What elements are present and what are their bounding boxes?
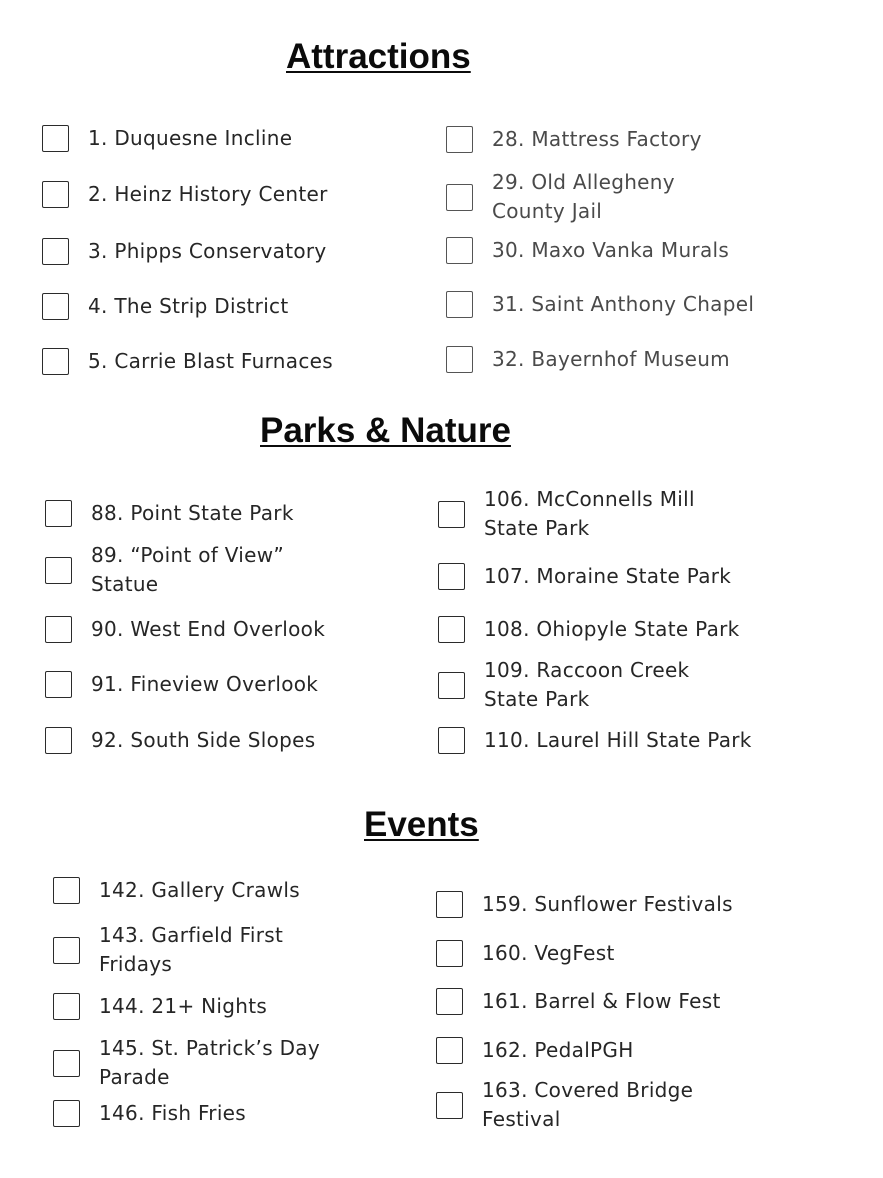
checklist-item-pedalpgh[interactable] (436, 1036, 782, 1065)
checklist-item-laurel-hill-state-park[interactable] (438, 726, 784, 755)
checklist-item-fish-fries[interactable] (53, 1099, 399, 1128)
checklist-item-bayernhof-museum[interactable] (446, 345, 782, 374)
item-label: 30. Maxo Vanka Murals (492, 238, 730, 262)
checklist-item-phipps-conservatory[interactable] (42, 237, 388, 266)
item-label: 4. The Strip District (88, 294, 289, 318)
checklist-item-duquesne-incline[interactable] (42, 124, 388, 153)
item-label: 109. Raccoon Creek State Park (484, 658, 690, 711)
item-label: 32. Bayernhof Museum (492, 347, 730, 371)
item-label: 92. South Side Slopes (91, 728, 316, 752)
checkbox[interactable] (446, 291, 473, 318)
checklist-item-heinz-history-center[interactable] (42, 180, 388, 209)
checkbox[interactable] (45, 727, 72, 754)
checkbox[interactable] (436, 1037, 463, 1064)
item-label: 88. Point State Park (91, 501, 294, 525)
checkbox[interactable] (446, 346, 473, 373)
checkbox[interactable] (446, 184, 473, 211)
checklist-item-raccoon-creek-state-park[interactable] (438, 656, 734, 714)
item-label: 143. Garfield First Fridays (99, 923, 284, 976)
checkbox[interactable] (446, 237, 473, 264)
item-label: 161. Barrel & Flow Fest (482, 989, 721, 1013)
item-label: 163. Covered Bridge Festival (482, 1078, 694, 1131)
checklist-item-point-state-park[interactable] (45, 499, 391, 528)
item-label: 90. West End Overlook (91, 617, 326, 641)
checklist-item-south-side-slopes[interactable] (45, 726, 391, 755)
checkbox[interactable] (45, 557, 72, 584)
item-label: 28. Mattress Factory (492, 127, 702, 151)
checklist-item-old-allegheny-county-jail[interactable] (446, 168, 727, 226)
checkbox[interactable] (53, 937, 80, 964)
checkbox[interactable] (45, 671, 72, 698)
checklist-item-barrel-flow-fest[interactable] (436, 987, 782, 1016)
checkbox[interactable] (438, 501, 465, 528)
item-label: 31. Saint Anthony Chapel (492, 292, 755, 316)
checklist-item-west-end-overlook[interactable] (45, 615, 391, 644)
checkbox[interactable] (446, 126, 473, 153)
checkbox[interactable] (42, 293, 69, 320)
checklist-item-st-patricks-day-parade[interactable] (53, 1034, 339, 1092)
item-label: 144. 21+ Nights (99, 994, 268, 1018)
checklist-item-fineview-overlook[interactable] (45, 670, 391, 699)
checklist-item-mattress-factory[interactable] (446, 125, 782, 154)
section-title-parks-nature: Parks & Nature (260, 411, 511, 450)
item-label: 89. “Point of View” Statue (91, 543, 285, 596)
item-label: 162. PedalPGH (482, 1038, 634, 1062)
item-label: 106. McConnells Mill State Park (484, 487, 695, 540)
checkbox[interactable] (42, 181, 69, 208)
checklist-item-strip-district[interactable] (42, 292, 388, 321)
checkbox[interactable] (438, 727, 465, 754)
checklist-item-vegfest[interactable] (436, 939, 782, 968)
checklist-item-21-plus-nights[interactable] (53, 992, 399, 1021)
checkbox[interactable] (53, 1050, 80, 1077)
checkbox[interactable] (438, 616, 465, 643)
item-label: 91. Fineview Overlook (91, 672, 319, 696)
item-label: 2. Heinz History Center (88, 182, 328, 206)
checklist-item-garfield-first-fridays[interactable] (53, 921, 314, 979)
checkbox[interactable] (42, 238, 69, 265)
checkbox[interactable] (438, 563, 465, 590)
item-label: 142. Gallery Crawls (99, 878, 300, 902)
item-label: 110. Laurel Hill State Park (484, 728, 752, 752)
checklist-item-carrie-blast-furnaces[interactable] (42, 347, 388, 376)
item-label: 108. Ohiopyle State Park (484, 617, 740, 641)
checkbox[interactable] (436, 940, 463, 967)
checkbox[interactable] (53, 877, 80, 904)
checklist-item-moraine-state-park[interactable] (438, 562, 784, 591)
checklist-item-ohiopyle-state-park[interactable] (438, 615, 784, 644)
checklist-item-point-of-view-statue[interactable] (45, 541, 321, 599)
item-label: 145. St. Patrick’s Day Parade (99, 1036, 320, 1089)
item-label: 3. Phipps Conservatory (88, 239, 327, 263)
item-label: 146. Fish Fries (99, 1101, 246, 1125)
checkbox[interactable] (45, 616, 72, 643)
item-label: 1. Duquesne Incline (88, 126, 293, 150)
checkbox[interactable] (53, 993, 80, 1020)
section-title-attractions: Attractions (286, 37, 471, 76)
checkbox[interactable] (436, 1092, 463, 1119)
section-title-events: Events (364, 805, 479, 844)
checkbox[interactable] (45, 500, 72, 527)
checklist-item-sunflower-festivals[interactable] (436, 890, 782, 919)
checklist-item-saint-anthony-chapel[interactable] (446, 290, 792, 319)
checklist-item-covered-bridge-festival[interactable] (436, 1076, 712, 1134)
checkbox[interactable] (53, 1100, 80, 1127)
item-label: 160. VegFest (482, 941, 615, 965)
checkbox[interactable] (42, 125, 69, 152)
checkbox[interactable] (42, 348, 69, 375)
item-label: 159. Sunflower Festivals (482, 892, 733, 916)
checklist-item-gallery-crawls[interactable] (53, 876, 399, 905)
checklist-item-maxo-vanka-murals[interactable] (446, 236, 782, 265)
item-label: 29. Old Allegheny County Jail (492, 170, 675, 223)
item-label: 5. Carrie Blast Furnaces (88, 349, 333, 373)
checkbox[interactable] (436, 988, 463, 1015)
checkbox[interactable] (438, 672, 465, 699)
checklist-item-mcconnells-mill-state-park[interactable] (438, 485, 734, 543)
item-label: 107. Moraine State Park (484, 564, 732, 588)
checkbox[interactable] (436, 891, 463, 918)
